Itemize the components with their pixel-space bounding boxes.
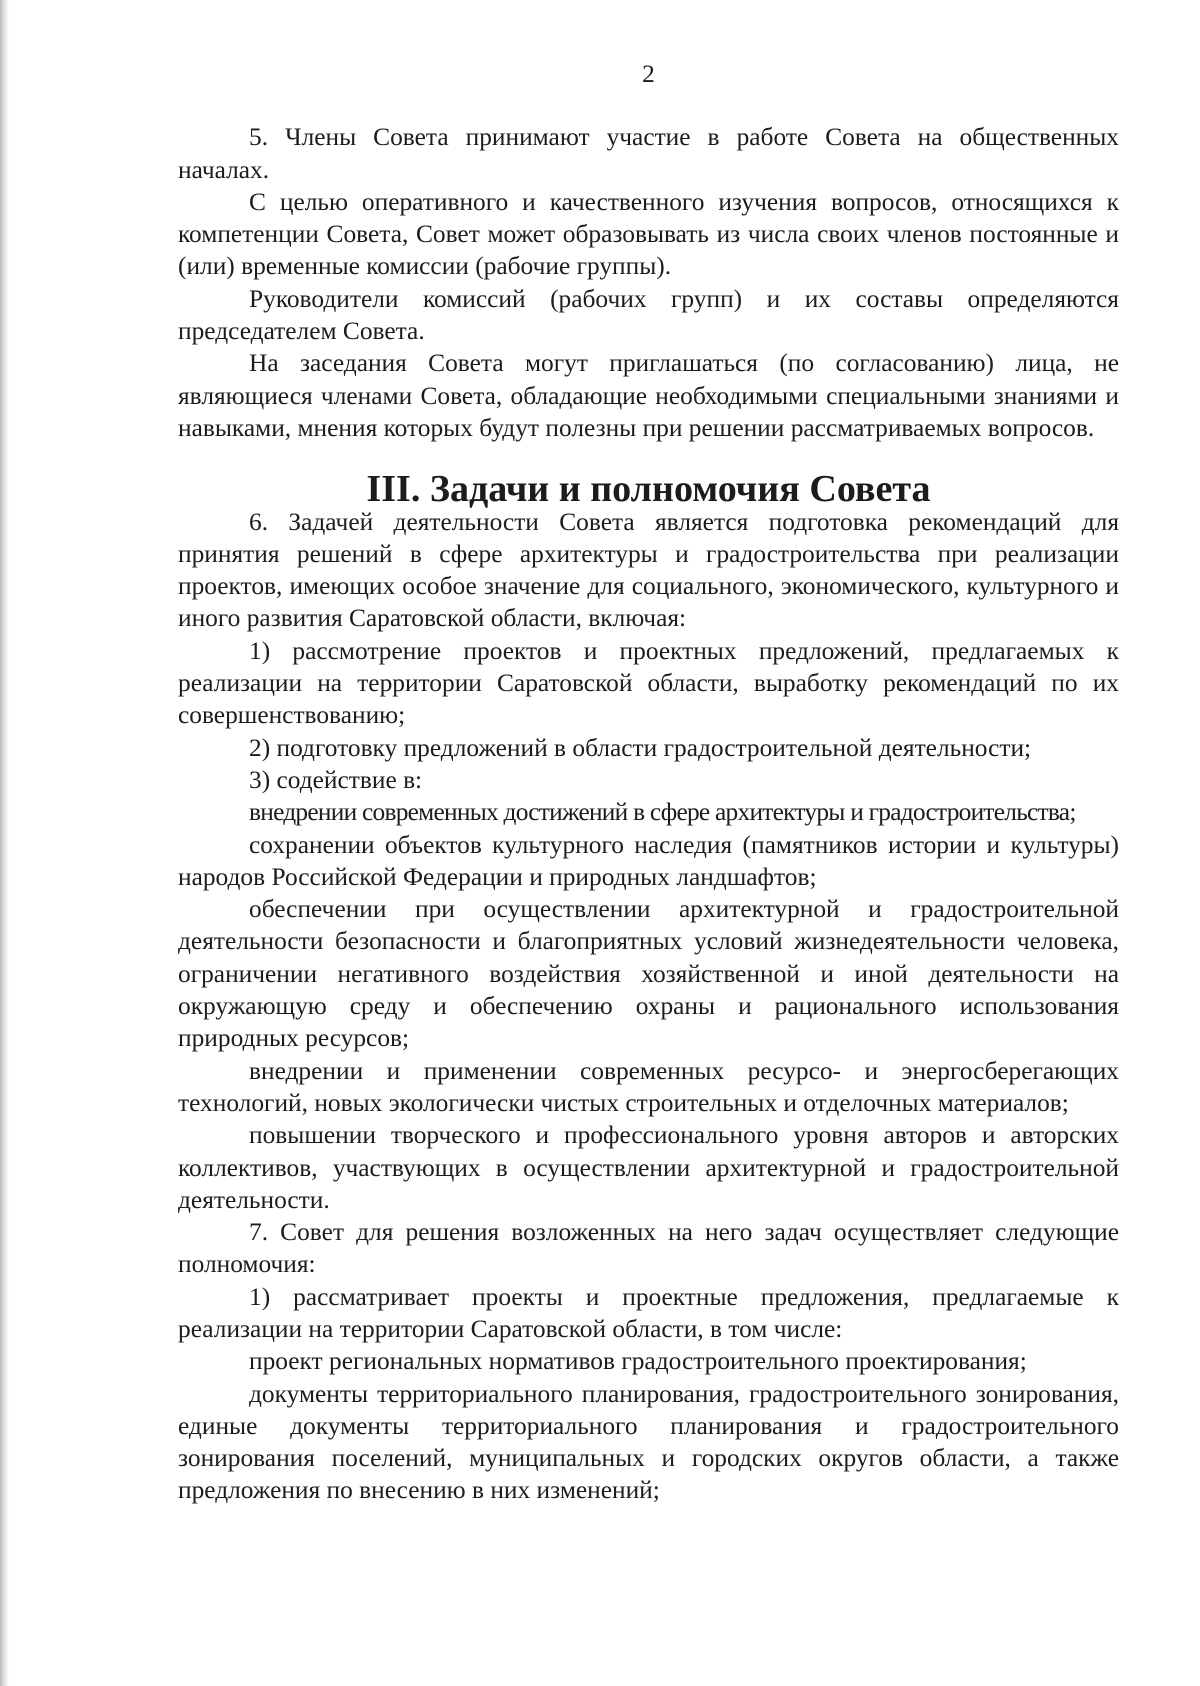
sub-item-regional-norms: проект региональных нормативов градостроительного проектирования;	[249, 1347, 1027, 1376]
paragraph-6-task: 6. Задачей деятельности Совета является подготовка рекомендаций для принятия решений в сфере архитектуры и градостроительства при реализации проектов, имеющих особое значение для социального, экономического, культурного и иного развития Саратовской области, включая:	[178, 507, 1119, 633]
scan-edge-shadow	[0, 0, 9, 1686]
sub-item-skills: повышении творческого и профессионального уровня авторов и авторских коллективов, участвующих в осуществлении архитектурной и градостроительной деятельности.	[178, 1121, 1119, 1214]
paragraph-7-powers: 7. Совет для решения возложенных на него задач осуществляет следующие полномочия:	[178, 1218, 1119, 1279]
list-item-7-1: 1) рассматривает проекты и проектные предложения, предлагаемые к реализации на территории Саратовской области, в том числе:	[178, 1282, 1119, 1343]
sub-item-technologies: внедрении и применении современных ресурсо- и энергосберегающих технологий, новых экологически чистых строительных и отделочных материалов;	[178, 1056, 1119, 1117]
page-number: 2	[642, 60, 655, 88]
sub-item-achievements: внедрении современных достижений в сфере архитектуры и градостроительства;	[249, 798, 1076, 827]
list-item-6-3: 3) содействие в:	[249, 765, 423, 794]
sub-item-planning-documents: документы территориального планирования, градостроительного зонирования, единые документы территориального планирования и градостроительного зонирования поселений, муниципальных и городских округов области, а также предложения по внесению в них изменений;	[178, 1379, 1119, 1505]
sub-item-heritage: сохранении объектов культурного наследия (памятников истории и культуры) народов Российской Федерации и природных ландшафтов;	[178, 830, 1119, 891]
sub-item-safety: обеспечении при осуществлении архитектурной и градостроительной деятельности безопасности и благоприятных условий жизнедеятельности человека, ограничении негативного воздействия хозяйственной и иной деятельности на окружающую среду и обеспечению охраны и рационального использования природных ресурсов;	[178, 895, 1119, 1053]
paragraph-commissions: С целью оперативного и качественного изучения вопросов, относящихся к компетенции Совета, Совет может образовывать из числа своих членов постоянные и (или) временные комиссии (рабочие группы).	[178, 187, 1119, 281]
section-heading: III. Задачи и полномочия Совета	[366, 468, 931, 511]
list-item-6-1: 1) рассмотрение проектов и проектных предложений, предлагаемых к реализации на территории Саратовской области, выработку рекомендаций по их совершенствованию;	[178, 636, 1119, 730]
paragraph-commission-heads: Руководители комиссий (рабочих групп) и их составы определяются председателем Совета.	[178, 284, 1119, 346]
paragraph-invited-persons: На заседания Совета могут приглашаться (по согласованию) лица, не являющиеся членами Совета, обладающие необходимыми специальными знаниями и навыками, мнения которых будут полезны при решении рассматриваемых вопросов.	[178, 349, 1119, 442]
document-page	[178, 58, 1119, 1507]
list-item-6-2: 2) подготовку предложений в области градостроительной деятельности;	[249, 733, 1032, 762]
paragraph-5-members: 5. Члены Совета принимают участие в работе Совета на общественных началах.	[178, 123, 1119, 184]
